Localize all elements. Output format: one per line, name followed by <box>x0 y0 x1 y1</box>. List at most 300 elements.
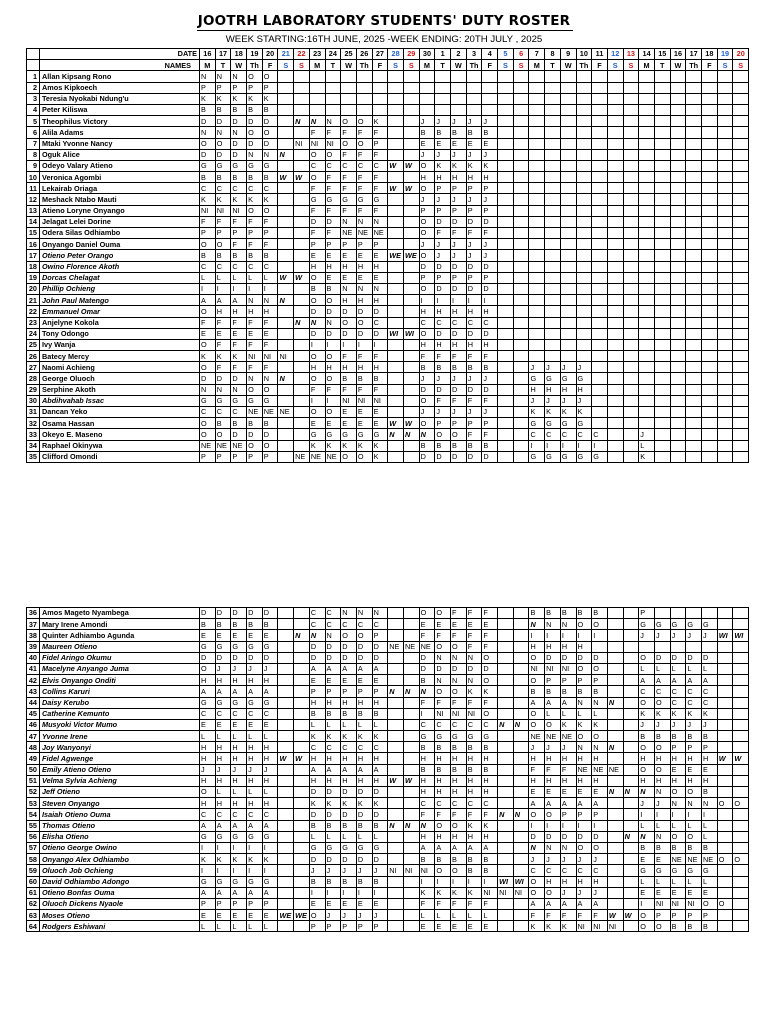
duty-cell: O <box>419 395 435 406</box>
duty-cell: B <box>247 250 263 261</box>
duty-cell: D <box>356 652 372 663</box>
duty-cell: K <box>247 854 263 865</box>
duty-cell <box>623 104 639 115</box>
duty-cell: E <box>231 630 247 641</box>
duty-cell <box>403 887 419 898</box>
duty-cell: H <box>419 831 435 842</box>
duty-cell <box>654 608 670 619</box>
duty-cell <box>419 71 435 82</box>
duty-cell <box>294 71 310 82</box>
duty-cell <box>623 407 639 418</box>
duty-cell <box>403 854 419 865</box>
duty-cell <box>733 608 749 619</box>
row-number: 9 <box>27 160 40 171</box>
duty-cell: G <box>215 876 231 887</box>
duty-cell: N <box>560 619 576 630</box>
date-cell: 4 <box>482 49 498 60</box>
duty-cell: D <box>702 652 718 663</box>
duty-cell <box>294 820 310 831</box>
duty-cell <box>623 418 639 429</box>
duty-cell: G <box>247 831 263 842</box>
duty-cell <box>607 149 623 160</box>
duty-cell: H <box>639 753 655 764</box>
duty-cell: O <box>356 451 372 462</box>
duty-cell <box>623 216 639 227</box>
duty-cell <box>576 216 592 227</box>
duty-cell: K <box>372 451 388 462</box>
duty-cell <box>482 104 498 115</box>
duty-cell: L <box>247 272 263 283</box>
duty-cell: E <box>325 675 341 686</box>
duty-cell: F <box>482 809 498 820</box>
duty-cell <box>686 608 702 619</box>
duty-cell <box>545 328 561 339</box>
day-header-row <box>27 60 749 71</box>
duty-cell: N <box>262 295 278 306</box>
duty-cell: B <box>356 708 372 719</box>
duty-cell <box>388 82 404 93</box>
duty-cell: O <box>592 663 608 674</box>
duty-cell: K <box>482 686 498 697</box>
duty-cell <box>560 283 576 294</box>
duty-cell: F <box>482 641 498 652</box>
row-number: 60 <box>27 876 40 887</box>
duty-cell <box>623 395 639 406</box>
duty-cell <box>576 250 592 261</box>
duty-cell: B <box>262 619 278 630</box>
duty-cell <box>607 351 623 362</box>
duty-cell: C <box>262 183 278 194</box>
duty-cell: B <box>372 820 388 831</box>
duty-cell: H <box>200 742 216 753</box>
duty-cell <box>545 194 561 205</box>
duty-cell <box>388 373 404 384</box>
duty-cell: L <box>466 910 482 921</box>
duty-cell <box>560 104 576 115</box>
duty-cell <box>654 160 670 171</box>
duty-cell <box>278 93 294 104</box>
duty-cell <box>717 362 733 373</box>
duty-cell: D <box>262 116 278 127</box>
duty-cell: B <box>560 686 576 697</box>
duty-cell <box>498 630 514 641</box>
duty-cell <box>702 149 718 160</box>
duty-cell: A <box>639 675 655 686</box>
table-row <box>27 764 749 775</box>
duty-cell <box>733 138 749 149</box>
duty-cell: L <box>451 910 467 921</box>
duty-cell <box>717 619 733 630</box>
duty-cell: NI <box>607 921 623 932</box>
duty-cell <box>545 239 561 250</box>
duty-cell <box>607 686 623 697</box>
duty-cell: L <box>215 731 231 742</box>
duty-cell: J <box>592 887 608 898</box>
duty-cell: H <box>356 753 372 764</box>
duty-cell: H <box>435 787 451 798</box>
duty-cell: C <box>215 708 231 719</box>
duty-cell <box>654 149 670 160</box>
duty-cell <box>278 719 294 730</box>
duty-cell: E <box>341 898 357 909</box>
day-cell: M <box>309 60 325 71</box>
duty-cell <box>278 809 294 820</box>
duty-cell: C <box>356 160 372 171</box>
duty-cell: P <box>560 675 576 686</box>
duty-cell: E <box>215 328 231 339</box>
duty-cell <box>717 775 733 786</box>
duty-cell <box>607 630 623 641</box>
duty-cell <box>513 764 529 775</box>
duty-cell <box>294 440 310 451</box>
student-name: Elvis Onyango Onditi <box>40 675 200 686</box>
table-row <box>27 71 749 82</box>
student-name: Rodgers Eshiwani <box>40 921 200 932</box>
row-number: 8 <box>27 149 40 160</box>
duty-cell <box>702 216 718 227</box>
duty-cell <box>513 921 529 932</box>
duty-cell <box>529 250 545 261</box>
duty-cell <box>733 239 749 250</box>
duty-cell: K <box>545 407 561 418</box>
duty-cell: E <box>200 719 216 730</box>
duty-cell: G <box>341 842 357 853</box>
duty-cell <box>513 608 529 619</box>
duty-cell <box>545 306 561 317</box>
duty-cell <box>513 138 529 149</box>
duty-cell <box>607 854 623 865</box>
duty-cell <box>513 775 529 786</box>
duty-cell: N <box>294 630 310 641</box>
duty-cell <box>278 116 294 127</box>
duty-cell: A <box>231 295 247 306</box>
duty-cell: P <box>592 809 608 820</box>
duty-cell: L <box>341 719 357 730</box>
duty-cell <box>451 71 467 82</box>
duty-cell: H <box>654 753 670 764</box>
duty-cell <box>388 317 404 328</box>
duty-cell <box>733 183 749 194</box>
duty-cell: B <box>231 418 247 429</box>
duty-cell: H <box>325 362 341 373</box>
duty-cell <box>498 205 514 216</box>
duty-cell: N <box>200 384 216 395</box>
duty-cell <box>717 228 733 239</box>
duty-cell <box>717 809 733 820</box>
duty-cell: H <box>576 753 592 764</box>
duty-cell: B <box>325 283 341 294</box>
duty-cell: L <box>670 663 686 674</box>
duty-cell: A <box>200 887 216 898</box>
row-number: 45 <box>27 708 40 719</box>
student-name: Steven Onyango <box>40 798 200 809</box>
duty-cell: B <box>482 764 498 775</box>
duty-cell <box>560 317 576 328</box>
duty-cell: F <box>325 172 341 183</box>
duty-cell <box>513 351 529 362</box>
duty-cell <box>702 306 718 317</box>
duty-cell <box>702 351 718 362</box>
duty-cell <box>607 104 623 115</box>
duty-cell: D <box>215 373 231 384</box>
duty-cell <box>654 194 670 205</box>
duty-cell <box>670 116 686 127</box>
duty-cell: I <box>325 887 341 898</box>
duty-cell <box>388 194 404 205</box>
duty-cell: E <box>670 764 686 775</box>
duty-cell: F <box>325 183 341 194</box>
duty-cell: N <box>356 283 372 294</box>
duty-cell: E <box>247 328 263 339</box>
duty-cell: B <box>262 172 278 183</box>
duty-cell: A <box>560 697 576 708</box>
duty-cell: F <box>466 608 482 619</box>
duty-cell: F <box>247 216 263 227</box>
duty-cell: O <box>451 429 467 440</box>
duty-cell <box>545 138 561 149</box>
duty-cell <box>529 127 545 138</box>
duty-cell <box>607 339 623 350</box>
duty-cell: H <box>545 753 561 764</box>
duty-cell <box>607 71 623 82</box>
duty-cell <box>278 652 294 663</box>
student-name: Dancan Yeko <box>40 407 200 418</box>
duty-cell: O <box>576 619 592 630</box>
student-name: Teresia Nyokabi Ndung'u <box>40 93 200 104</box>
duty-cell <box>388 731 404 742</box>
duty-cell: W <box>294 172 310 183</box>
duty-cell: P <box>545 675 561 686</box>
table-row <box>27 798 749 809</box>
duty-cell: P <box>466 183 482 194</box>
duty-cell: C <box>419 317 435 328</box>
duty-cell: C <box>372 742 388 753</box>
duty-cell: F <box>231 239 247 250</box>
duty-cell: D <box>247 116 263 127</box>
duty-cell <box>733 898 749 909</box>
duty-cell <box>607 619 623 630</box>
row-number: 32 <box>27 418 40 429</box>
duty-cell: B <box>356 373 372 384</box>
duty-cell: G <box>576 451 592 462</box>
duty-cell <box>670 149 686 160</box>
duty-cell: E <box>356 272 372 283</box>
duty-cell <box>576 104 592 115</box>
duty-cell: N <box>294 116 310 127</box>
duty-cell: A <box>576 798 592 809</box>
student-name: Phillip Ochieng <box>40 283 200 294</box>
duty-cell: K <box>309 798 325 809</box>
duty-cell <box>717 708 733 719</box>
duty-cell: NE <box>607 764 623 775</box>
duty-cell: NE <box>231 440 247 451</box>
day-cell: Th <box>576 60 592 71</box>
duty-cell: D <box>231 608 247 619</box>
duty-cell <box>294 898 310 909</box>
duty-cell <box>717 351 733 362</box>
row-number: 35 <box>27 451 40 462</box>
duty-cell: I <box>215 283 231 294</box>
duty-cell: G <box>639 619 655 630</box>
duty-cell: K <box>466 686 482 697</box>
duty-cell <box>560 194 576 205</box>
duty-cell: B <box>247 619 263 630</box>
duty-cell <box>607 272 623 283</box>
duty-cell: E <box>482 619 498 630</box>
duty-cell <box>403 339 419 350</box>
duty-cell: H <box>247 675 263 686</box>
duty-cell: G <box>545 451 561 462</box>
duty-cell <box>498 71 514 82</box>
duty-cell: E <box>419 921 435 932</box>
duty-cell <box>294 831 310 842</box>
duty-cell <box>717 339 733 350</box>
duty-cell <box>702 104 718 115</box>
duty-cell <box>498 675 514 686</box>
duty-cell: E <box>309 675 325 686</box>
duty-cell <box>498 641 514 652</box>
duty-cell: NI <box>560 663 576 674</box>
duty-cell: F <box>325 127 341 138</box>
duty-cell: J <box>215 764 231 775</box>
duty-cell: O <box>341 451 357 462</box>
duty-cell <box>388 753 404 764</box>
duty-cell: W <box>294 272 310 283</box>
duty-cell: E <box>247 910 263 921</box>
duty-cell: F <box>341 183 357 194</box>
duty-cell: K <box>215 93 231 104</box>
duty-cell: C <box>702 697 718 708</box>
duty-cell <box>294 395 310 406</box>
duty-cell: P <box>231 451 247 462</box>
duty-cell: N <box>388 686 404 697</box>
duty-cell: C <box>309 619 325 630</box>
duty-cell <box>513 317 529 328</box>
duty-cell: E <box>325 250 341 261</box>
duty-cell <box>419 104 435 115</box>
row-number: 17 <box>27 250 40 261</box>
duty-cell <box>717 306 733 317</box>
duty-cell: L <box>231 272 247 283</box>
duty-cell: E <box>262 719 278 730</box>
duty-cell <box>513 239 529 250</box>
duty-cell <box>717 831 733 842</box>
duty-cell: E <box>372 250 388 261</box>
duty-cell: F <box>262 317 278 328</box>
duty-cell: H <box>309 753 325 764</box>
duty-cell: B <box>482 854 498 865</box>
duty-cell: J <box>639 719 655 730</box>
duty-cell <box>702 283 718 294</box>
duty-cell <box>388 764 404 775</box>
duty-cell: K <box>231 194 247 205</box>
duty-cell <box>278 820 294 831</box>
duty-cell: H <box>309 261 325 272</box>
duty-cell: NE <box>200 440 216 451</box>
duty-cell: N <box>278 295 294 306</box>
duty-cell: NI <box>466 708 482 719</box>
duty-cell <box>576 339 592 350</box>
duty-cell <box>592 93 608 104</box>
duty-cell: L <box>560 708 576 719</box>
student-name: Lekairab Oriaga <box>40 183 200 194</box>
duty-cell: C <box>247 809 263 820</box>
duty-cell: B <box>545 686 561 697</box>
duty-cell: NI <box>325 138 341 149</box>
duty-cell <box>545 216 561 227</box>
duty-cell <box>607 775 623 786</box>
duty-cell <box>686 272 702 283</box>
duty-cell: N <box>215 127 231 138</box>
duty-cell: E <box>356 898 372 909</box>
duty-cell <box>702 295 718 306</box>
duty-cell <box>733 708 749 719</box>
duty-cell: F <box>372 149 388 160</box>
duty-cell <box>733 842 749 853</box>
duty-cell: J <box>560 854 576 865</box>
duty-cell <box>702 82 718 93</box>
duty-cell: I <box>309 887 325 898</box>
duty-cell: E <box>215 630 231 641</box>
duty-cell: C <box>451 317 467 328</box>
row-number: 46 <box>27 719 40 730</box>
duty-cell: B <box>435 764 451 775</box>
duty-cell: WI <box>733 630 749 641</box>
duty-cell: P <box>356 921 372 932</box>
duty-cell: P <box>451 418 467 429</box>
duty-cell <box>607 831 623 842</box>
duty-cell <box>592 183 608 194</box>
duty-cell: E <box>639 854 655 865</box>
duty-cell: F <box>372 172 388 183</box>
duty-cell: I <box>231 842 247 853</box>
duty-cell: B <box>702 787 718 798</box>
duty-cell: E <box>466 619 482 630</box>
duty-cell: B <box>466 764 482 775</box>
duty-cell: D <box>325 787 341 798</box>
duty-cell: B <box>419 764 435 775</box>
duty-cell <box>278 339 294 350</box>
duty-cell: A <box>247 887 263 898</box>
duty-cell: NE <box>592 764 608 775</box>
duty-cell: C <box>529 429 545 440</box>
duty-cell <box>498 138 514 149</box>
duty-cell: F <box>231 317 247 328</box>
duty-cell <box>529 71 545 82</box>
duty-cell: I <box>309 339 325 350</box>
duty-cell: H <box>247 306 263 317</box>
duty-cell: A <box>356 663 372 674</box>
duty-cell: J <box>686 719 702 730</box>
duty-cell <box>623 697 639 708</box>
row-number: 26 <box>27 351 40 362</box>
table-row <box>27 272 749 283</box>
duty-cell: H <box>262 675 278 686</box>
duty-cell <box>639 216 655 227</box>
duty-cell <box>670 407 686 418</box>
duty-cell: H <box>341 753 357 764</box>
date-cell: 7 <box>529 49 545 60</box>
duty-cell: G <box>262 160 278 171</box>
duty-cell: D <box>435 283 451 294</box>
duty-cell <box>278 306 294 317</box>
duty-cell: N <box>231 127 247 138</box>
duty-cell: K <box>356 731 372 742</box>
duty-cell <box>623 898 639 909</box>
duty-cell: H <box>262 798 278 809</box>
duty-cell <box>325 82 341 93</box>
duty-cell <box>388 306 404 317</box>
